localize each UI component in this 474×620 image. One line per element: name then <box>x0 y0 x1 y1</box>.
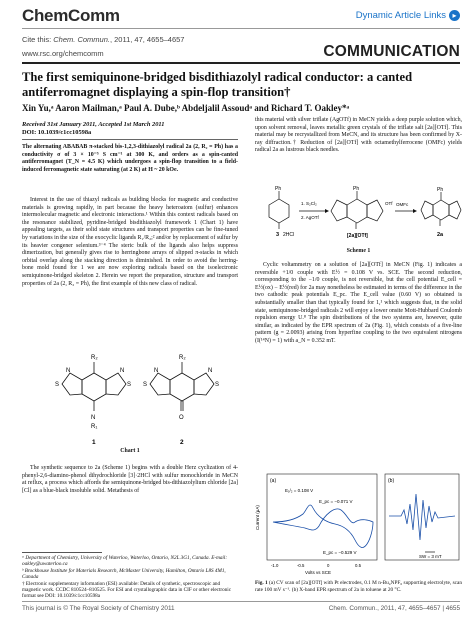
scheme-ph-3: Ph <box>275 186 282 192</box>
chart-n-1a: N <box>66 368 71 374</box>
journal-url[interactable]: www.rsc.org/chemcomm <box>22 49 104 58</box>
figure-1 <box>255 470 462 578</box>
scheme-arrowhead-1 <box>325 209 329 213</box>
chart-n-2b: N <box>208 368 213 374</box>
section-label: COMMUNICATION <box>323 43 460 60</box>
cv-panel-label: (a) <box>270 478 277 484</box>
chart-1-structures <box>22 340 238 458</box>
synthesis-paragraph: The synthetic sequence to 2a (Scheme 1) begins with a double Herz cyclization of 4-phenyl-2,6-diamino-phenol dihydrochloride [3]·2HCl with sulfur monochloride in MeCN at reflux, a process which affords the semiquinone-bridged bis-dithiazolylium chloride [2a][Cl] as a blue-black insoluble solid. Metathesis of <box>22 465 238 494</box>
cv-tick-2: -0.5 <box>297 563 305 568</box>
cv-x-axis-label: Volts vs SCE <box>305 570 332 575</box>
cite-journal: Chem. Commun. <box>53 35 110 44</box>
article-title: The first semiquinone-bridged bisdithiazolyl radical conductor: a canted antiferromagnet displaying a spin-flop transition† <box>22 70 413 99</box>
cv-tick-4: 0.5 <box>355 563 361 568</box>
scheme-arrowhead-2 <box>413 209 417 213</box>
chart-r1-1: R₁ <box>91 424 98 430</box>
intro-paragraph: Interest in the use of thiazyl radicals as building blocks for magnetic and conductive materials is growing rapidly, in part because the heavy heteroatom (sulfur) enhances intermolecular magnetic and electronic interactions.¹ Within this context radicals based on the resonance stabilized, pyridine-bridged bisdithiazolyl framework 1 (Chart 1) have appealing targets, as their solid state structures and transport properties can be fine-tuned by variations in the size of the exocyclic ligands R₁/R₂;² and/or by replacement of sulfur by its heavier congener selenium.³⁻⁴ The steric bulk of the ligands also helps suppress dimerization, but generally gives rise to herringbone arrays of slipped π-stacks in which orbital overlap along the stacking direction is diminished. In order to avoid the herring-bone mold found for 1 we are now exploring radicals based on the isoelectronic semiquinone-bridged skeleton 2. Herein we report the preparation, structure and transport properties of 2a (2, R₂ = Ph), the first example of this new class of radical. <box>22 197 238 287</box>
scheme-1-reaction <box>255 183 462 243</box>
chart-r2-2: R₂ <box>179 355 186 361</box>
footnote-rule <box>22 552 102 553</box>
epr-panel-label: (b) <box>388 478 395 484</box>
footnote-affiliation-b: ᵇ Brockhouse Institute for Materials Research, McMaster University, Hamilton, Ontario L8S 4M1, Canada <box>22 567 226 581</box>
scheme-ph-salt: Ph <box>353 186 360 192</box>
chart-caption: Chart 1 <box>120 448 140 454</box>
figure-caption <box>255 580 462 593</box>
epr-trace <box>389 494 455 540</box>
cv-paragraph: Cyclic voltammetry on a solution of [2a][OTf] in MeCN (Fig. 1) indicates a reversible +1/0 couple with E½ = 0.108 V vs. SCE. The second reduction, corresponding to the −1/0 couple, is not reversible, but the cell potential E_cell = E½(ox) − E½(red) for 2a may nonetheless be estimated in terms of the difference in the two cathodic peak potentials E_pc. The E_cell value (0.60 V) so obtained is substantially smaller than that typically found for 1,¹ which suggests that, in the solid state, semiquinone-bridged radicals 2 will enjoy a lower onsite Mott-Hubbard Coulomb repulsion energy U.⁸ The spin distributions of the two systems are, however, quite similar, as indicated by the EPR spectrum of 2a (Fig. 1), which consists of a five-line pattern (g = 2.0093) arising from hyperfine coupling to the two equivalent nitrogens (I(¹⁴N) = 1) with a_N = 0.352 mT. <box>255 262 462 344</box>
chart-s-1b: S <box>127 382 132 388</box>
chart-s-2a: S <box>143 382 148 388</box>
footnote-esi: † Electronic supplementary information (ESI) available: Details of synthetic, spectroscopic and magnetic work. CCDC 810524–810525. For ESI and crystallographic data in CIF or other electronic format see DOI: 10.1039/c1cc10598a <box>22 580 232 600</box>
figure-caption-text: (a) CV scan of [2a][OTf] with Pt electrodes, 0.1 M n-Bu₄NPF₆ supporting electrolyte, scan rate 100 mV s⁻¹. (b) X-band EPR spectrum of 2a in toluene at 20 °C. <box>255 580 462 593</box>
received-date: Received 31st January 2011, Accepted 1st March 2011 <box>22 121 165 128</box>
cv-annotation-2: E_pc = −0.529 V <box>323 550 357 555</box>
scheme-compound-3: 3 <box>276 232 280 238</box>
product-2a-structure <box>421 192 461 226</box>
structure-1 <box>62 362 126 411</box>
salt-structure <box>331 191 383 229</box>
scheme-hcl: 2HCl <box>283 232 295 238</box>
epr-sweep-width: SW = 3 mT <box>419 554 442 559</box>
cv-y-axis-label: Current (μA) <box>255 505 260 530</box>
scheme-ph-2a: Ph <box>437 187 444 193</box>
scheme-otf: OTf <box>385 201 393 206</box>
cv-trace <box>273 505 373 548</box>
structure-2 <box>150 362 214 411</box>
header-rule <box>22 28 460 29</box>
citation-line <box>22 35 184 44</box>
scheme-caption: Scheme 1 <box>346 248 371 254</box>
footer-copyright: This journal is © The Royal Society of Chemistry 2011 <box>22 605 175 612</box>
abstract: The alternating ABABAB π-stacked bis-1,2,3-dithiazolyl radical 2a (2, R₂ = Ph) has a conductivity σ of 3 × 10⁻⁵ S cm⁻¹ at 300 K, and orders as a spin-canted antiferromagnet (T_N = 4.5 K) which undergoes a spin-flop transition to a field-induced ferromagnetic state saturating (at 2 K) at H ~ 20 kOe. <box>22 144 238 173</box>
journal-name: ChemComm <box>22 6 120 25</box>
author-list: Xin Yu,ᵃ Aaron Mailman,ᵃ Paul A. Dube,ᵇ Abdeljalil Assoudᵃ and Richard T. Oakley*ᵃ <box>22 103 350 113</box>
cv-annotation-3: E_pc = −0.071 V <box>319 499 353 504</box>
cite-rest: , 2011, 47, 4655–4657 <box>109 35 185 44</box>
footnotes <box>22 555 238 600</box>
arrow-right-icon[interactable]: ▸ <box>449 10 460 21</box>
footnote-affiliation-a: ᵃ Department of Chemistry, University of Waterloo, Waterloo, Ontario, N2L 3G1, Canada. E-mail: oakley@uwaterloo.ca <box>22 555 228 568</box>
chart-n-2a: N <box>154 368 159 374</box>
scheme-product: 2a <box>437 232 444 238</box>
compound-3-structure <box>269 191 289 229</box>
cv-annotation-1: E₁/₂ = 0.108 V <box>285 488 314 493</box>
footer-citation: Chem. Commun., 2011, 47, 4655–4657 | 4655 <box>328 605 460 612</box>
article-dates <box>22 121 164 137</box>
chart-n-1b: N <box>120 368 125 374</box>
abstract-rule <box>22 139 238 140</box>
dynamic-article-links[interactable] <box>356 10 460 21</box>
chart-r2-1: R₂ <box>91 355 98 361</box>
scheme-step-2: 2. AgOTf <box>301 215 319 220</box>
dynamic-links-label[interactable]: Dynamic Article Links <box>355 10 446 21</box>
scheme-step-1: 1. S₂Cl₂ <box>301 201 317 206</box>
intro-text <box>22 197 238 294</box>
section-rule <box>22 62 460 64</box>
chart-n-1: N <box>91 415 96 421</box>
doi-line[interactable]: DOI: 10.1039/c1cc10598a <box>22 129 92 136</box>
scheme-omfc: OMFc <box>396 202 409 207</box>
chart-o-2: O <box>179 415 184 421</box>
figure-caption-label: Fig. 1 <box>255 580 268 586</box>
cv-tick-3: 0 <box>327 563 330 568</box>
chart-label-2: 2 <box>180 439 184 446</box>
chart-label-1: 1 <box>92 439 96 446</box>
right-column-text: this material with silver triflate (AgOTf) in MeCN yields a deep purple solution which, upon solvent removal, leaves metallic green crystals of the triflate salt [2a][OTf]. This material may be recrystallized from MeCN, and its structure has been confirmed by X-ray diffraction.† Reduction of [2a][OTf] with octamethylferrocene (OMFc) yields radical 2a as lustrous black needles. <box>255 117 462 154</box>
cv-tick-1: -1.0 <box>271 563 279 568</box>
footer-rule <box>22 601 460 602</box>
scheme-salt-label: [2a][OTf] <box>347 233 368 239</box>
chart-s-2b: S <box>215 382 220 388</box>
chart-s-1a: S <box>55 382 60 388</box>
cite-prefix: Cite this: <box>22 35 54 44</box>
